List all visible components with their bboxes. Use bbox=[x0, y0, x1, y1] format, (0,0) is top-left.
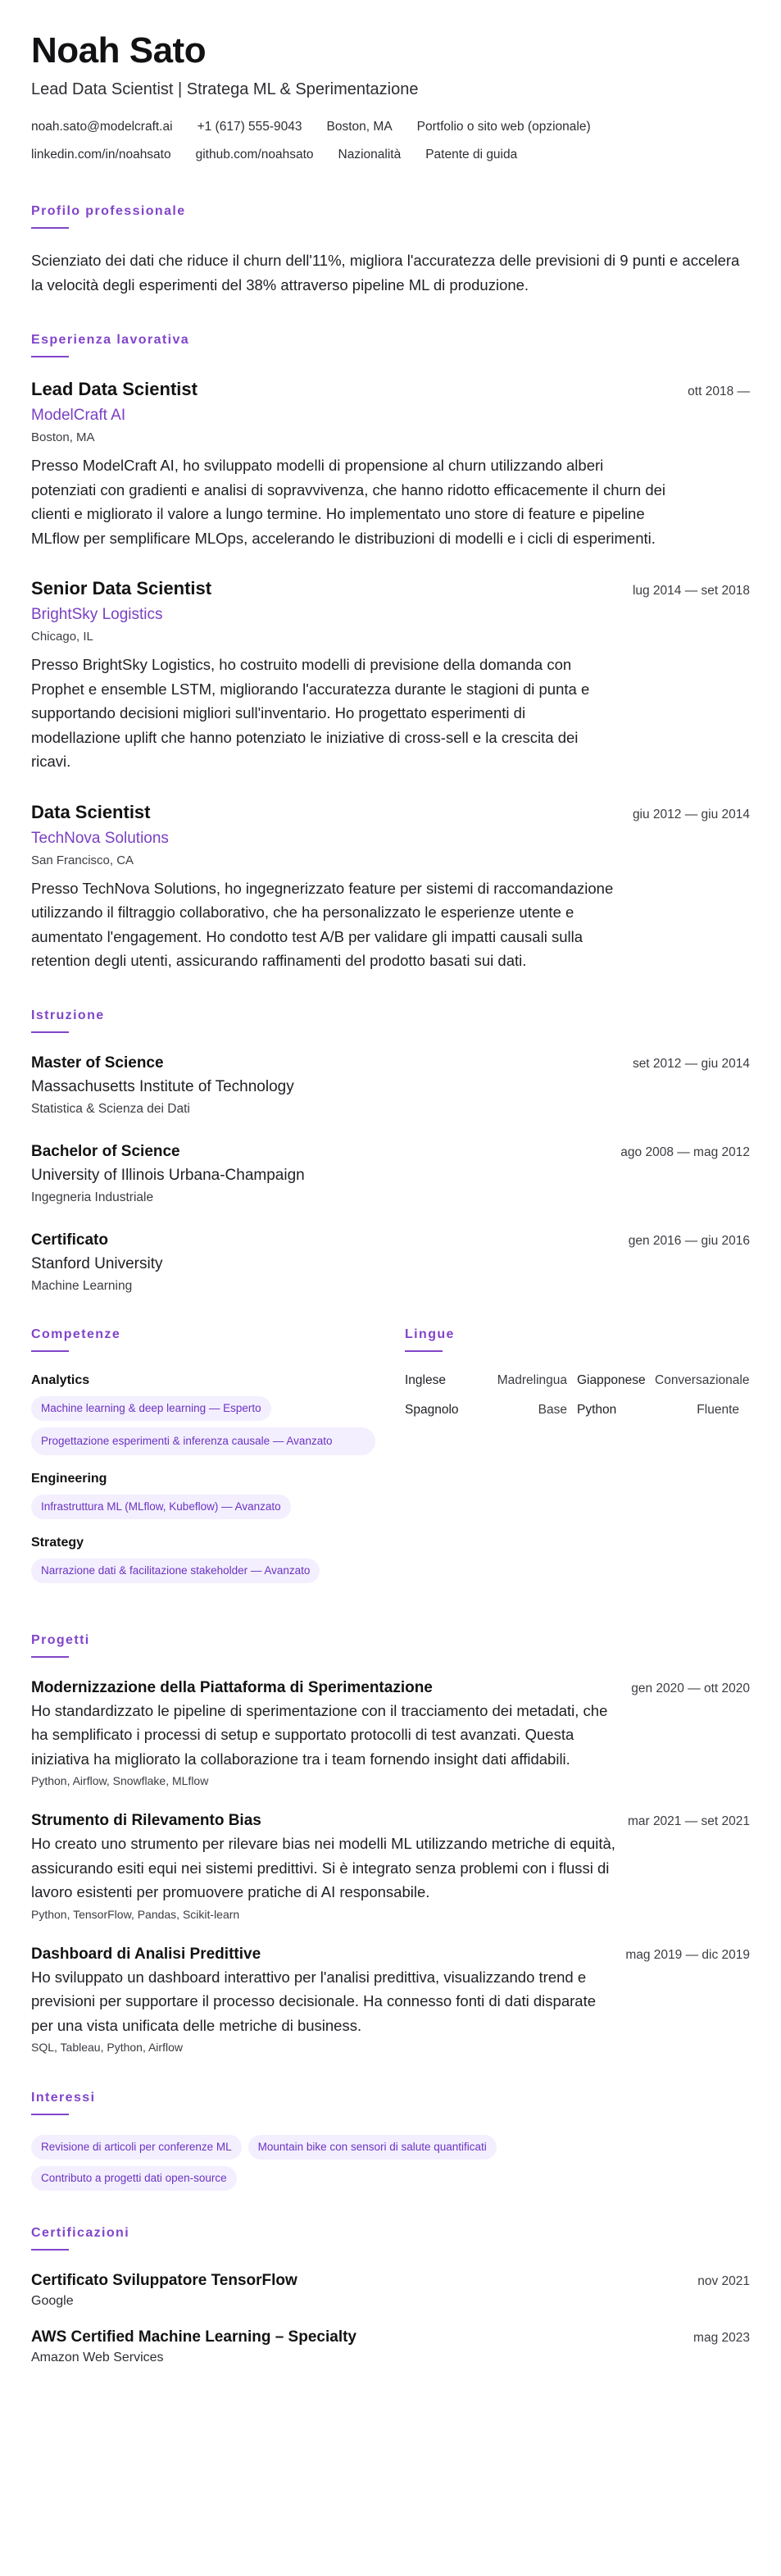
section-divider bbox=[31, 1350, 69, 1352]
field-of-study: Machine Learning bbox=[31, 1278, 133, 1293]
section-title: Esperienza lavorativa bbox=[31, 333, 190, 347]
skill-chip: Narrazione dati & facilitazione stakeholder — Avanzato bbox=[31, 1559, 320, 1583]
education-date: gen 2016 — giu 2016 bbox=[628, 1233, 750, 1248]
section-title: Progetti bbox=[31, 1632, 90, 1647]
skill-group bbox=[31, 1372, 375, 1455]
job-title: Senior Data Scientist bbox=[31, 578, 212, 598]
section-title: Lingue bbox=[405, 1327, 455, 1341]
skills-languages-row bbox=[31, 1327, 750, 1598]
project-title: Modernizzazione della Piattaforma di Sperimentazione bbox=[31, 1678, 433, 1696]
job-description: Presso BrightSky Logistics, ho costruito modelli di previsione della domanda con Prophet e ensemble LSTM, migliorando l'accuratezza durante le stagioni di punta e supportando decisioni migliori sull'inventario. Ho progettato esperimenti di modellazione uplift che hanno potenziato le iniziative di cross-sell e la crescita dei ricavi. bbox=[31, 656, 590, 770]
skills-section bbox=[31, 1327, 375, 1598]
candidate-name: Noah Sato bbox=[31, 30, 207, 71]
language-level: Conversazionale bbox=[655, 1372, 750, 1387]
project-tech-stack: Python, TensorFlow, Pandas, Scikit-learn bbox=[31, 1907, 240, 1921]
section-title: Interessi bbox=[31, 2091, 96, 2105]
certifications-section bbox=[31, 2225, 750, 2367]
project-title: Strumento di Rilevamento Bias bbox=[31, 1812, 261, 1829]
certification-name: Certificato Sviluppatore TensorFlow bbox=[31, 2272, 297, 2289]
job-date: giu 2012 — giu 2014 bbox=[632, 807, 750, 821]
education-entry bbox=[31, 1141, 750, 1207]
section-title: Profilo professionale bbox=[31, 204, 186, 218]
projects-section bbox=[31, 1632, 750, 2056]
language-name: Inglese bbox=[405, 1372, 446, 1387]
interest-chip: Contributo a progetti dati open-source bbox=[31, 2166, 237, 2191]
school: Massachusetts Institute of Technology bbox=[31, 1077, 294, 1095]
project-entry bbox=[31, 1677, 750, 1790]
contact-linkedin[interactable]: linkedin.com/in/noahsato bbox=[31, 148, 171, 162]
degree: Master of Science bbox=[31, 1054, 164, 1072]
contact-portfolio[interactable]: Portfolio o sito web (opzionale) bbox=[416, 120, 591, 134]
resume-header bbox=[31, 30, 750, 169]
section-divider bbox=[405, 1350, 443, 1352]
section-title: Istruzione bbox=[31, 1008, 105, 1022]
skill-category: Strategy bbox=[31, 1535, 84, 1550]
job-date: ott 2018 — bbox=[688, 385, 750, 398]
contact-driving-license: Patente di guida bbox=[425, 148, 518, 162]
language-level: Madrelingua bbox=[497, 1372, 567, 1387]
education-section bbox=[31, 1008, 750, 1295]
section-divider bbox=[31, 227, 69, 229]
language-name: Spagnolo bbox=[405, 1402, 459, 1417]
interest-chip: Revisione di articoli per conferenze ML bbox=[31, 2135, 242, 2160]
interests-section bbox=[31, 2090, 750, 2191]
candidate-headline: Lead Data Scientist | Stratega ML & Sperimentazione bbox=[31, 80, 419, 98]
education-entry bbox=[31, 1053, 750, 1118]
experience-section bbox=[31, 332, 750, 973]
skill-chip: Progettazione esperimenti & inferenza causale — Avanzato bbox=[31, 1427, 375, 1455]
job-entry bbox=[31, 800, 750, 973]
degree: Certificato bbox=[31, 1231, 108, 1249]
language-list bbox=[405, 1372, 749, 1419]
contact-location: Boston, MA bbox=[326, 120, 393, 134]
section-divider bbox=[31, 356, 69, 357]
certification-issuer: Google bbox=[31, 2294, 74, 2308]
contact-email[interactable]: noah.sato@modelcraft.ai bbox=[31, 120, 173, 134]
skill-group bbox=[31, 1470, 375, 1519]
language-level: Base bbox=[538, 1402, 567, 1417]
contact-phone[interactable]: +1 (617) 555-9043 bbox=[197, 120, 302, 134]
certification-issuer: Amazon Web Services bbox=[31, 2351, 164, 2364]
education-date: set 2012 — giu 2014 bbox=[632, 1056, 750, 1071]
job-company: BrightSky Logistics bbox=[31, 606, 163, 623]
skill-group bbox=[31, 1534, 375, 1583]
job-date: lug 2014 — set 2018 bbox=[632, 584, 750, 598]
section-divider bbox=[31, 1031, 69, 1033]
job-description: Presso ModelCraft AI, ho sviluppato modelli di propensione al churn utilizzando alberi potenziati con gradienti e analisi di sopravvivenza, che hanno ridotto efficacemente il churn dei clienti e migliorato il valore a lungo termine. Ho implementato uno store di feature e pipeline MLflow per semplificare MLOps, accelerando le distribuzioni di modelli e i cicli di esperimenti. bbox=[31, 457, 666, 547]
project-entry bbox=[31, 1944, 750, 2056]
section-divider bbox=[31, 1656, 69, 1658]
education-date: ago 2008 — mag 2012 bbox=[620, 1145, 750, 1159]
certification-date: nov 2021 bbox=[697, 2274, 750, 2288]
skill-chip: Infrastruttura ML (MLflow, Kubeflow) — Avanzato bbox=[31, 1495, 291, 1519]
skill-chip: Machine learning & deep learning — Esperto bbox=[31, 1396, 271, 1421]
language-name: Python bbox=[577, 1402, 617, 1417]
section-title: Competenze bbox=[31, 1327, 121, 1341]
project-description: Ho creato uno strumento per rilevare bias nei modelli ML utilizzando metriche di equità, assicurando esiti equi nei sistemi predittivi. Si è integrato senza problemi con i flussi di lavoro esistenti per promuovere pratiche di AI responsabile. bbox=[31, 1835, 615, 1900]
job-entry bbox=[31, 377, 750, 550]
certification-entry bbox=[31, 2327, 750, 2367]
summary-text: Scienziato dei dati che riduce il churn dell'11%, migliora l'accuratezza delle previsioni di 9 punti e accelera la velocità degli esperimenti del 38% attraverso pipeline ML di produzione. bbox=[31, 252, 740, 294]
project-description: Ho sviluppato un dashboard interattivo per l'analisi predittiva, visualizzando trend e previsioni per supportare il processo decisionale. Ha connesso fonti di dati disparate per una vista unificata delle metriche di business. bbox=[31, 1968, 596, 2034]
job-location: Chicago, IL bbox=[31, 630, 93, 644]
school: University of Illinois Urbana-Champaign bbox=[31, 1166, 305, 1184]
field-of-study: Statistica & Scienza dei Dati bbox=[31, 1101, 190, 1116]
job-company: ModelCraft AI bbox=[31, 407, 126, 424]
education-entry bbox=[31, 1230, 750, 1295]
project-description: Ho standardizzato le pipeline di sperimentazione con il tracciamento dei metadati, che ha semplificato i processi di setup e supportato protocolli di test avanzati. Questa iniziativa ha migliorato la collaborazione tra i team fornendo insight dati affidabili. bbox=[31, 1701, 608, 1768]
job-location: Boston, MA bbox=[31, 430, 95, 444]
interest-list bbox=[31, 2135, 605, 2191]
project-entry bbox=[31, 1810, 750, 1923]
contact-github[interactable]: github.com/noahsato bbox=[195, 148, 314, 162]
skill-category: Engineering bbox=[31, 1471, 107, 1486]
job-title: Data Scientist bbox=[31, 801, 151, 822]
section-divider bbox=[31, 2114, 69, 2115]
certification-date: mag 2023 bbox=[693, 2331, 750, 2345]
project-date: gen 2020 — ott 2020 bbox=[631, 1681, 750, 1695]
contact-list bbox=[31, 113, 670, 169]
degree: Bachelor of Science bbox=[31, 1142, 180, 1160]
field-of-study: Ingegneria Industriale bbox=[31, 1190, 154, 1204]
school: Stanford University bbox=[31, 1254, 163, 1272]
project-date: mar 2021 — set 2021 bbox=[627, 1814, 750, 1828]
project-tech-stack: SQL, Tableau, Python, Airflow bbox=[31, 2041, 183, 2054]
language-name: Giapponese bbox=[577, 1372, 646, 1387]
job-title: Lead Data Scientist bbox=[31, 379, 198, 399]
job-entry bbox=[31, 576, 750, 774]
skill-category: Analytics bbox=[31, 1372, 90, 1387]
project-title: Dashboard di Analisi Predittive bbox=[31, 1945, 261, 1963]
contact-nationality: Nazionalità bbox=[338, 148, 402, 162]
project-date: mag 2019 — dic 2019 bbox=[625, 1947, 750, 1962]
interest-chip: Mountain bike con sensori di salute quantificati bbox=[248, 2135, 497, 2160]
certification-entry bbox=[31, 2270, 750, 2310]
language-level: Fluente bbox=[697, 1402, 739, 1417]
project-tech-stack: Python, Airflow, Snowflake, MLflow bbox=[31, 1774, 209, 1787]
summary-section bbox=[31, 203, 750, 298]
certification-name: AWS Certified Machine Learning – Specialty bbox=[31, 2328, 356, 2346]
section-divider bbox=[31, 2249, 69, 2251]
job-location: San Francisco, CA bbox=[31, 853, 134, 867]
job-company: TechNova Solutions bbox=[31, 829, 169, 847]
job-description: Presso TechNova Solutions, ho ingegnerizzato feature per sistemi di raccomandazione utilizzando il filtraggio collaborativo, che ha personalizzato le esperienze utente e aumentato l'engagement. Ho condotto test A/B per validare gli impatti causali sulla retention degli utenti, assicurando raffinamenti del prodotto basati sui dati. bbox=[31, 879, 614, 969]
section-title: Certificazioni bbox=[31, 2226, 130, 2240]
languages-section bbox=[405, 1327, 749, 1598]
